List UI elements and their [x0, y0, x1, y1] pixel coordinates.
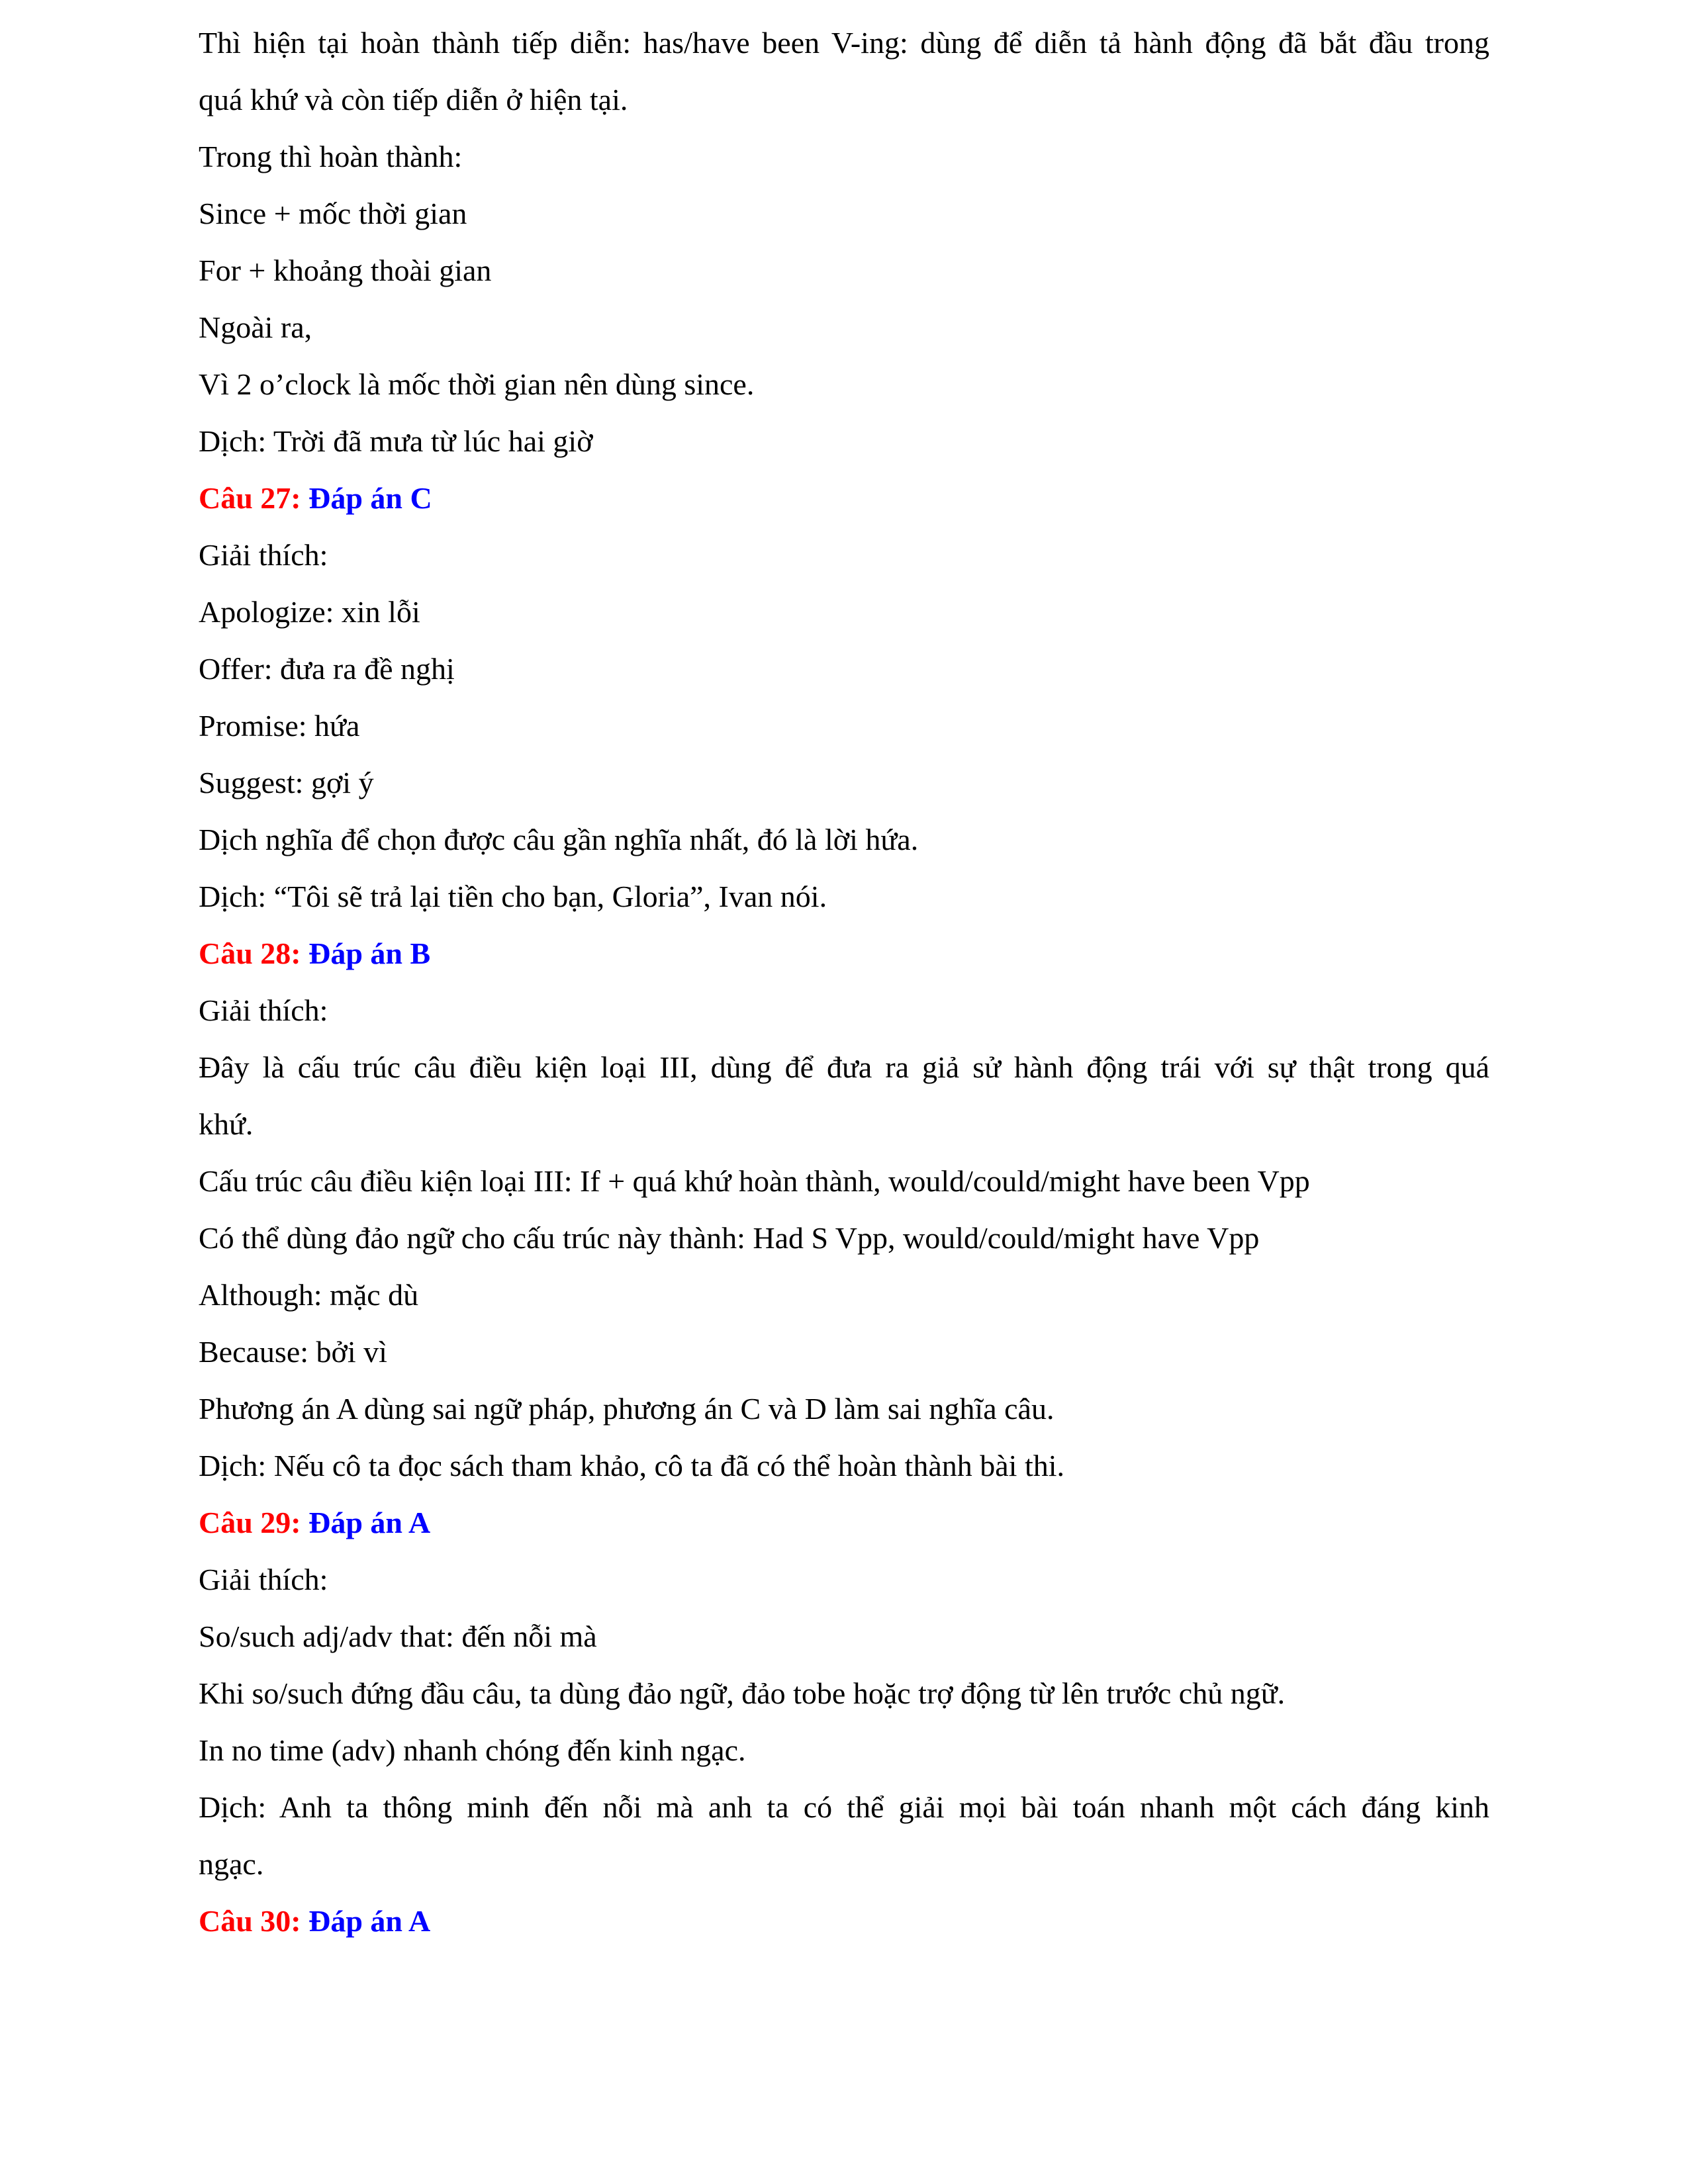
paragraph-line: Although: mặc dù: [199, 1278, 419, 1312]
answer-label: Đáp án A: [308, 1904, 431, 1938]
paragraph-line: Promise: hứa: [199, 709, 360, 743]
paragraph-line: Dịch nghĩa để chọn được câu gần nghĩa nhất, đó là lời hứa.: [199, 823, 919, 856]
paragraph-line: Trong thì hoàn thành:: [199, 140, 463, 173]
paragraph-line: quá khứ và còn tiếp diễn ở hiện tại.: [199, 83, 628, 116]
paragraph-line: Phương án A dùng sai ngữ pháp, phương án C và D làm sai nghĩa câu.: [199, 1392, 1055, 1426]
paragraph-line: Dịch: “Tôi sẽ trả lại tiền cho bạn, Gloria”, Ivan nói.: [199, 880, 827, 913]
paragraph-line: Giải thích:: [199, 1563, 328, 1596]
question-label: Câu 30:: [199, 1904, 309, 1938]
answer-label: Đáp án A: [308, 1506, 431, 1539]
paragraph-line: In no time (adv) nhanh chóng đến kinh ngạc.: [199, 1733, 746, 1767]
answer-label: Đáp án B: [308, 936, 431, 970]
paragraph-line: Dịch: Nếu cô ta đọc sách tham khảo, cô ta đã có thể hoàn thành bài thi.: [199, 1449, 1065, 1482]
paragraph-line: Đây là cấu trúc câu điều kiện loại III, dùng để đưa ra giả sử hành động trái với sự thật trong quá: [199, 1050, 1489, 1084]
question-heading-29: [199, 1494, 1489, 1551]
question-heading-30: [199, 1893, 1489, 1950]
paragraph-line: Vì 2 o’clock là mốc thời gian nên dùng since.: [199, 367, 755, 401]
paragraph-line: Because: bởi vì: [199, 1335, 387, 1369]
paragraph-line: Apologize: xin lỗi: [199, 595, 420, 629]
paragraph-line: Dịch: Anh ta thông minh đến nỗi mà anh ta có thể giải mọi bài toán nhanh một cách đáng kinh: [199, 1790, 1489, 1824]
paragraph-line: Dịch: Trời đã mưa từ lúc hai giờ: [199, 424, 593, 458]
question-heading-27: [199, 470, 1489, 527]
paragraph-line: ngạc.: [199, 1847, 264, 1881]
paragraph-line: Offer: đưa ra đề nghị: [199, 652, 455, 686]
paragraph-line: khứ.: [199, 1107, 254, 1141]
question-label: Câu 29:: [199, 1506, 309, 1539]
answer-label: Đáp án C: [308, 481, 432, 515]
paragraph-line: Giải thích:: [199, 993, 328, 1027]
question-label: Câu 27:: [199, 481, 309, 515]
paragraph-line: So/such adj/adv that: đến nỗi mà: [199, 1619, 597, 1653]
paragraph-line: Ngoài ra,: [199, 310, 312, 344]
question-heading-28: [199, 925, 1489, 982]
paragraph-line: Since + mốc thời gian: [199, 197, 467, 230]
question-label: Câu 28:: [199, 936, 309, 970]
paragraph-line: Khi so/such đứng đầu câu, ta dùng đảo ngữ, đảo tobe hoặc trợ động từ lên trước chủ ngữ.: [199, 1676, 1286, 1710]
document-page: [199, 15, 1489, 1950]
paragraph-line: Cấu trúc câu điều kiện loại III: If + quá khứ hoàn thành, would/could/might have been Vpp: [199, 1164, 1310, 1198]
paragraph-line: Giải thích:: [199, 538, 328, 572]
paragraph-line: Suggest: gợi ý: [199, 766, 374, 799]
paragraph-line: Thì hiện tại hoàn thành tiếp diễn: has/have been V-ing: dùng để diễn tả hành động đã bắt đầu trong: [199, 26, 1489, 60]
paragraph-line: For + khoảng thoài gian: [199, 253, 492, 287]
paragraph-line: Có thể dùng đảo ngữ cho cấu trúc này thành: Had S Vpp, would/could/might have Vpp: [199, 1221, 1260, 1255]
